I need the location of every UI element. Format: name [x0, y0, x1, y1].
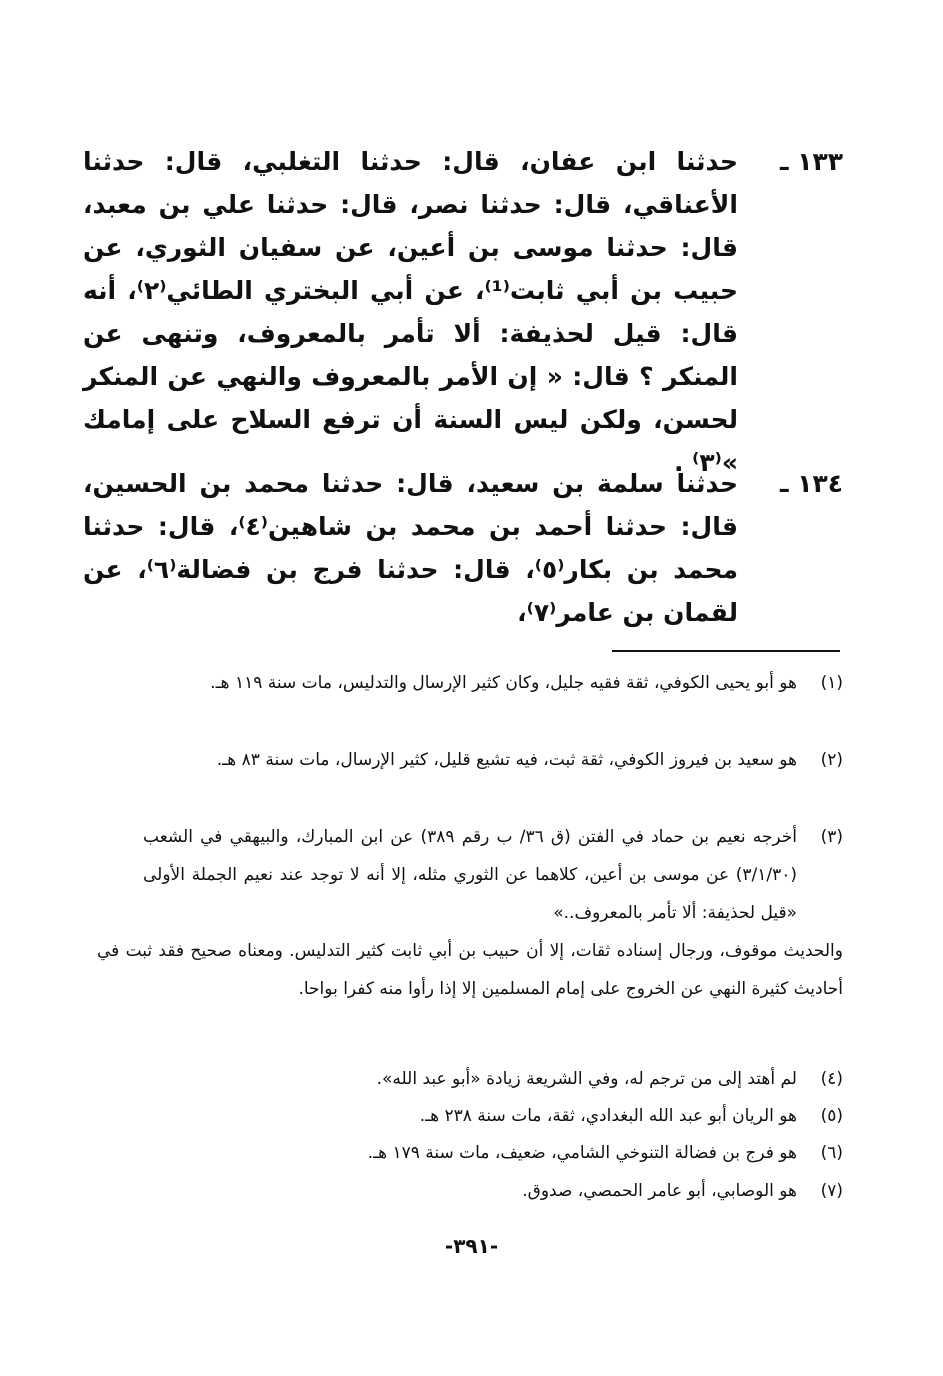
hadith-text: حدثنا ابن عفان، قال: حدثنا التغلبي، قال: حدثنا الأعناقي، قال: حدثنا نصر، قال: حدثنا علي بن معبد، قال: حدثنا موسى بن أعين، عن سفيان الثوري، عن حبيب بن أبي ثابت⁽¹⁾، عن أبي البختري الطائي⁽٢⁾، أنه قال: قيل لحذيفة: ألا تأمر بالمعروف، وتنهى عن المنكر ؟ قال: « إن الأمر بالمعروف والنهي عن المنكر لحسن، ولكن ليس السنة أن ترفع السلاح على إمامك »⁽٣⁾ . — [83, 147, 738, 477]
footnote-divider — [612, 650, 840, 652]
page-number: -٣٩١- — [444, 1234, 499, 1258]
footnote-number: (٥) — [820, 1106, 843, 1126]
footnote-text: هو فرج بن فضالة التنوخي الشامي، ضعيف، مات سنة ١٧٩ هـ. — [367, 1143, 797, 1163]
hadith-entry — [83, 462, 843, 634]
footnote-text: هو الوصابي، أبو عامر الحمصي، صدوق. — [522, 1181, 797, 1201]
footnote-number: (٢) — [820, 750, 843, 770]
hadith-number: ١٣٤ ـ — [779, 469, 843, 498]
footnote — [143, 1134, 843, 1172]
footnote — [143, 1097, 843, 1135]
footnote-text: هو الريان أبو عبد الله البغدادي، ثقة، مات سنة ٢٣٨ هـ. — [419, 1106, 797, 1126]
hadith-text: حدثنا سلمة بن سعيد، قال: حدثنا محمد بن الحسين، قال: حدثنا أحمد بن محمد بن شاهين⁽٤⁾، قال: حدثنا محمد بن بكار⁽٥⁾، قال: حدثنا فرج بن فضالة⁽٦⁾، عن لقمان بن عامر⁽٧⁾، — [83, 469, 738, 627]
hadith-entry — [83, 140, 843, 484]
footnote-number: (١) — [820, 673, 843, 693]
footnote-text: هو سعيد بن فيروز الكوفي، ثقة ثبت، فيه تشيع قليل، كثير الإرسال، مات سنة ٨٣ هـ. — [216, 750, 797, 770]
footnote — [143, 1060, 843, 1098]
footnote — [143, 664, 843, 702]
footnote-text: أخرجه نعيم بن حماد في الفتن (ق ٣٦/ ب رقم ٣٨٩) عن ابن المبارك، والبيهقي في الشعب (٣/١/٣٠) عن موسى بن أعين، كلاهما عن الثوري مثله، إلا أنه لا توجد عند نعيم الجملة الأولى «قيل لحذيفة: ألا تأمر بالمعروف..» — [143, 827, 797, 923]
footnote — [143, 741, 843, 779]
footnote-text: والحديث موقوف، ورجال إسناده ثقات، إلا أن حبيب بن أبي ثابت كثير التدليس. ومعناه صحيح فقد ثبت في أحاديث كثيرة النهي عن الخروج على إمام المسلمين إلا إذا رأوا منه كفرا بواحا. — [97, 941, 843, 999]
footnote-text: هو أبو يحيى الكوفي، ثقة فقيه جليل، وكان كثير الإرسال والتدليس، مات سنة ١١٩ هـ. — [210, 673, 797, 693]
footnote-number: (٤) — [820, 1069, 843, 1089]
hadith-number: ١٣٣ ـ — [779, 147, 843, 176]
footnote-number: (٧) — [820, 1181, 843, 1201]
footnote-number: (٣) — [820, 827, 843, 847]
footnote-number: (٦) — [820, 1143, 843, 1163]
footnote — [143, 1172, 843, 1210]
footnote-continuation — [97, 932, 843, 1008]
footnote-text: لم أهتد إلى من ترجم له، وفي الشريعة زيادة «أبو عبد الله». — [376, 1069, 797, 1089]
footnote — [143, 818, 843, 932]
